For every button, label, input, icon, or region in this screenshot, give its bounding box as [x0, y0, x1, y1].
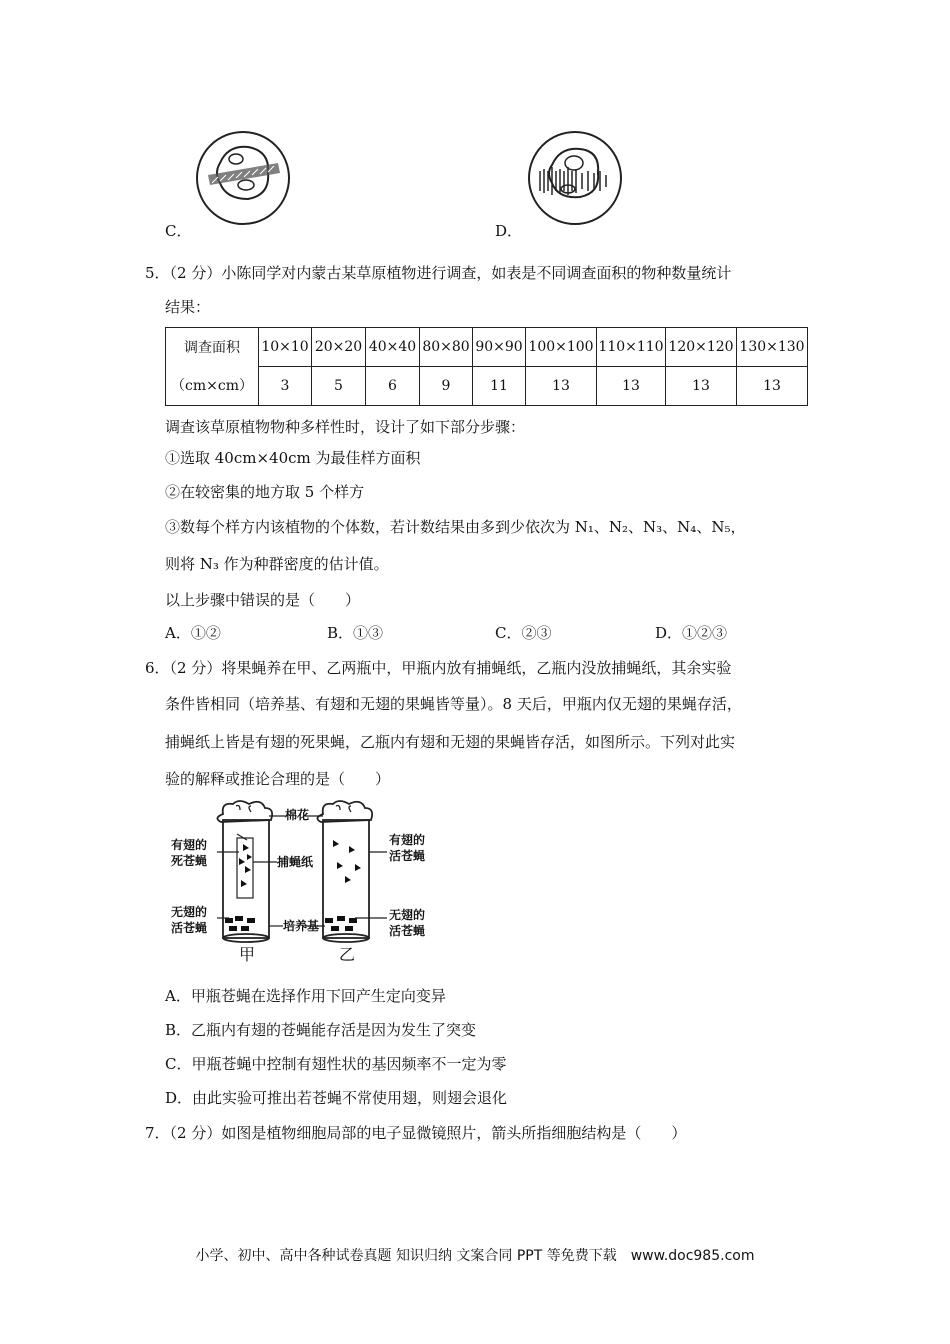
figure-option-d	[528, 131, 622, 225]
table-row	[166, 328, 808, 367]
label-dead-winged-2: 死苍蝇	[171, 854, 208, 868]
q5-question: 以上步骤中错误的是（ ）	[165, 591, 361, 609]
label-live-wingless-b1: 无翅的	[389, 908, 426, 922]
q5-option-c[interactable]: C．②③	[495, 624, 552, 642]
table-header-cell	[166, 328, 259, 406]
label-bottle-b: 乙	[339, 945, 356, 964]
count-cell: 13	[526, 367, 597, 406]
q6-stem-line4: 验的解释或推论合理的是（ ）	[165, 770, 391, 788]
count-cell: 9	[420, 367, 473, 406]
bottles-illustration-icon	[165, 800, 445, 970]
option-d-label: D．	[495, 222, 523, 240]
q6-option-a[interactable]: A．甲瓶苍蝇在选择作用下回产生定向变异	[165, 987, 446, 1005]
q5-option-d[interactable]: D．①②③	[655, 624, 728, 642]
label-live-wingless-b2: 活苍蝇	[389, 924, 426, 938]
q5-step3-line1: ③数每个样方内该植物的个体数，若计数结果由多到少依次为 N₁、N₂、N₃、N₄、N₅，	[165, 518, 746, 536]
count-cell: 13	[737, 367, 808, 406]
q5-intro: 调查该草原植物物种多样性时，设计了如下部分步骤：	[165, 418, 526, 436]
count-cell: 5	[312, 367, 366, 406]
count-cell: 6	[366, 367, 420, 406]
q5-stem-line1: 5．（2 分）小陈同学对内蒙古某草原植物进行调查，如表是不同调查面积的物种数量统计	[145, 264, 732, 282]
area-cell: 130×130	[737, 328, 808, 367]
q6-option-c[interactable]: C．甲瓶苍蝇中控制有翅性状的基因频率不一定为零	[165, 1055, 507, 1073]
area-cell: 20×20	[312, 328, 366, 367]
label-live-winged-2: 活苍蝇	[389, 849, 426, 863]
q6-stem-line1: 6．（2 分）将果蝇养在甲、乙两瓶中，甲瓶内放有捕蝇纸，乙瓶内没放捕蝇纸，其余实验	[145, 659, 732, 677]
label-live-winged-1: 有翅的	[389, 833, 426, 847]
figure-option-c	[196, 131, 290, 225]
count-cell: 3	[259, 367, 312, 406]
label-live-wingless-1: 无翅的	[171, 905, 208, 919]
page-footer: 小学、初中、高中各种试卷真题 知识归纳 文案合同 PPT 等免费下载 www.doc985.com	[195, 1248, 755, 1264]
area-cell: 120×120	[666, 328, 737, 367]
count-cell: 13	[666, 367, 737, 406]
q5-step1: ①选取 40cm×40cm 为最佳样方面积	[165, 449, 421, 467]
table-row	[166, 367, 808, 406]
cell-diagram-d-icon	[530, 133, 620, 223]
count-cell: 11	[473, 367, 526, 406]
q5-step3-line2: 则将 N₃ 作为种群密度的估计值。	[165, 555, 389, 573]
area-cell: 80×80	[420, 328, 473, 367]
q5-option-b[interactable]: B．①③	[327, 624, 384, 642]
q5-option-a[interactable]: A．①②	[165, 624, 221, 642]
label-medium: 培养基	[283, 919, 320, 933]
q5-step2: ②在较密集的地方取 5 个样方	[165, 483, 365, 501]
area-cell: 110×110	[597, 328, 666, 367]
header-label-top: 调查面积	[184, 339, 240, 356]
q5-stem-line2: 结果：	[165, 298, 211, 316]
label-dead-winged-1: 有翅的	[171, 838, 208, 852]
q7-stem: 7．（2 分）如图是植物细胞局部的电子显微镜照片，箭头所指细胞结构是（ ）	[145, 1124, 687, 1142]
label-cotton: 棉花	[285, 808, 310, 822]
label-live-wingless-2: 活苍蝇	[171, 921, 208, 935]
fly-bottle-figure	[165, 800, 445, 970]
area-cell: 10×10	[259, 328, 312, 367]
q6-option-b[interactable]: B．乙瓶内有翅的苍蝇能存活是因为发生了突变	[165, 1021, 477, 1039]
option-c-label: C．	[165, 222, 192, 240]
area-cell: 40×40	[366, 328, 420, 367]
header-label-bottom: （cm×cm）	[171, 377, 253, 394]
label-bottle-a: 甲	[239, 945, 256, 964]
survey-table	[165, 327, 808, 406]
count-cell: 13	[597, 367, 666, 406]
area-cell: 90×90	[473, 328, 526, 367]
q6-stem-line2: 条件皆相同（培养基、有翅和无翅的果蝇皆等量）。8 天后，甲瓶内仅无翅的果蝇存活，	[165, 695, 742, 713]
q6-option-d[interactable]: D．由此实验可推出若苍蝇不常使用翅，则翅会退化	[165, 1089, 508, 1107]
q6-stem-line3: 捕蝇纸上皆是有翅的死果蝇，乙瓶内有翅和无翅的果蝇皆存活，如图所示。下列对此实	[165, 733, 736, 751]
label-flypaper: 捕蝇纸	[277, 855, 314, 869]
cell-diagram-c-icon	[198, 133, 288, 223]
area-cell: 100×100	[526, 328, 597, 367]
